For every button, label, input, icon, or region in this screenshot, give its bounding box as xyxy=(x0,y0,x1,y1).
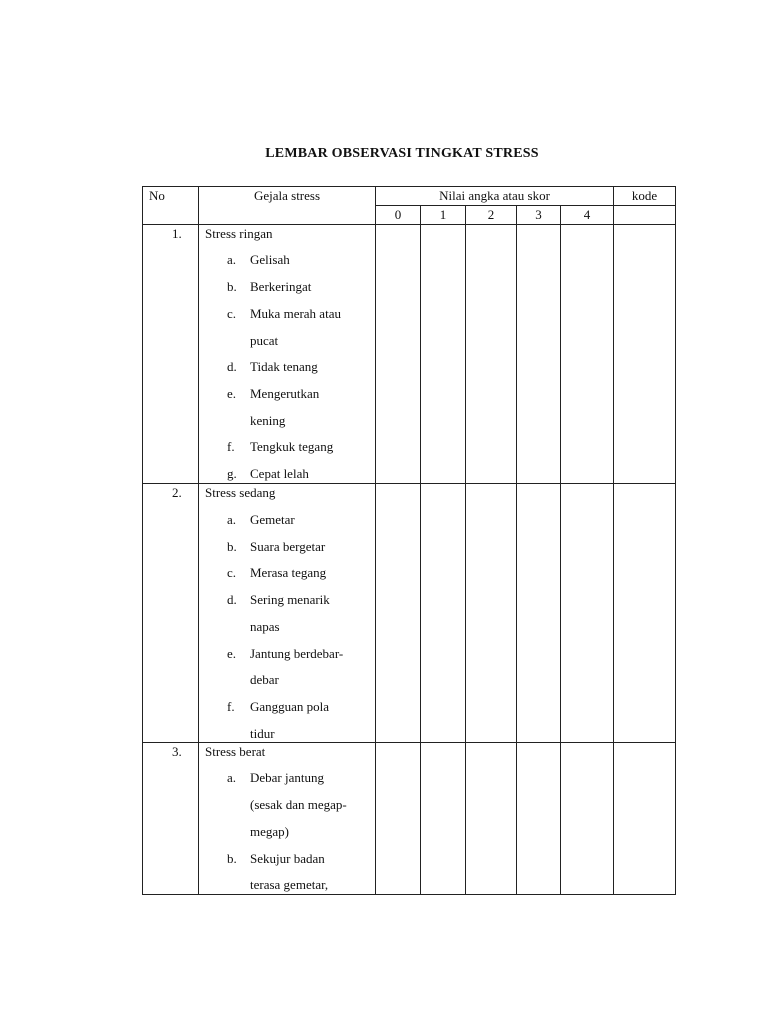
item-letter: f. xyxy=(227,699,235,714)
item-text: Muka merah atau xyxy=(250,306,341,321)
item-letter: c. xyxy=(227,306,237,321)
group-3-no: 3. xyxy=(172,744,182,759)
item-letter: e. xyxy=(227,386,237,401)
group-2-no: 2. xyxy=(172,485,182,500)
item-letter: b. xyxy=(227,539,237,554)
header-gejala: Gejala stress xyxy=(253,188,321,203)
group-1-no: 1. xyxy=(172,226,182,241)
item-text-cont: napas xyxy=(250,619,280,634)
item-text: Sering menarik xyxy=(250,592,330,607)
item-text: Sekujur badan xyxy=(250,851,325,866)
item-text-cont: pucat xyxy=(250,333,279,348)
item-letter: f. xyxy=(227,439,235,454)
score-header-0: 0 xyxy=(394,207,402,222)
item-text: Suara bergetar xyxy=(250,539,326,554)
item-letter: c. xyxy=(227,565,237,580)
item-letter: a. xyxy=(227,512,237,527)
item-letter: g. xyxy=(227,466,237,481)
item-text: Gemetar xyxy=(250,512,295,527)
item-text: Berkeringat xyxy=(250,279,312,294)
item-text-cont: tidur xyxy=(250,726,275,741)
table-border xyxy=(143,187,676,895)
item-text-cont: (sesak dan megap- xyxy=(250,797,347,812)
item-letter: b. xyxy=(227,851,237,866)
item-text-cont: debar xyxy=(250,672,279,687)
item-text: Merasa tegang xyxy=(250,565,327,580)
item-text-cont: kening xyxy=(250,413,286,428)
page-title: LEMBAR OBSERVASI TINGKAT STRESS xyxy=(265,146,539,161)
score-header-4: 4 xyxy=(583,207,591,222)
item-text-cont: terasa gemetar, xyxy=(250,877,329,892)
group-1-name: Stress ringan xyxy=(205,226,273,241)
item-text: Gangguan pola xyxy=(250,699,330,714)
item-text: Cepat lelah xyxy=(250,466,309,481)
item-text: Jantung berdebar- xyxy=(250,646,344,661)
item-letter: e. xyxy=(227,646,237,661)
header-no: No xyxy=(149,188,165,203)
item-letter: a. xyxy=(227,252,237,267)
header-nilai: Nilai angka atau skor xyxy=(439,188,550,203)
header-kode: kode xyxy=(631,188,658,203)
score-header-3: 3 xyxy=(535,207,542,222)
item-text: Tengkuk tegang xyxy=(250,439,334,454)
item-letter: a. xyxy=(227,770,237,785)
item-text: Tidak tenang xyxy=(250,359,318,374)
item-letter: d. xyxy=(227,359,237,374)
item-text: Debar jantung xyxy=(250,770,325,785)
item-text-cont: megap) xyxy=(250,824,289,839)
group-3-name: Stress berat xyxy=(205,744,266,759)
score-header-2: 2 xyxy=(487,207,495,222)
item-text: Gelisah xyxy=(250,252,290,267)
group-2-name: Stress sedang xyxy=(205,485,276,500)
score-header-1: 1 xyxy=(439,207,447,222)
item-letter: d. xyxy=(227,592,237,607)
item-letter: b. xyxy=(227,279,237,294)
item-text: Mengerutkan xyxy=(250,386,320,401)
